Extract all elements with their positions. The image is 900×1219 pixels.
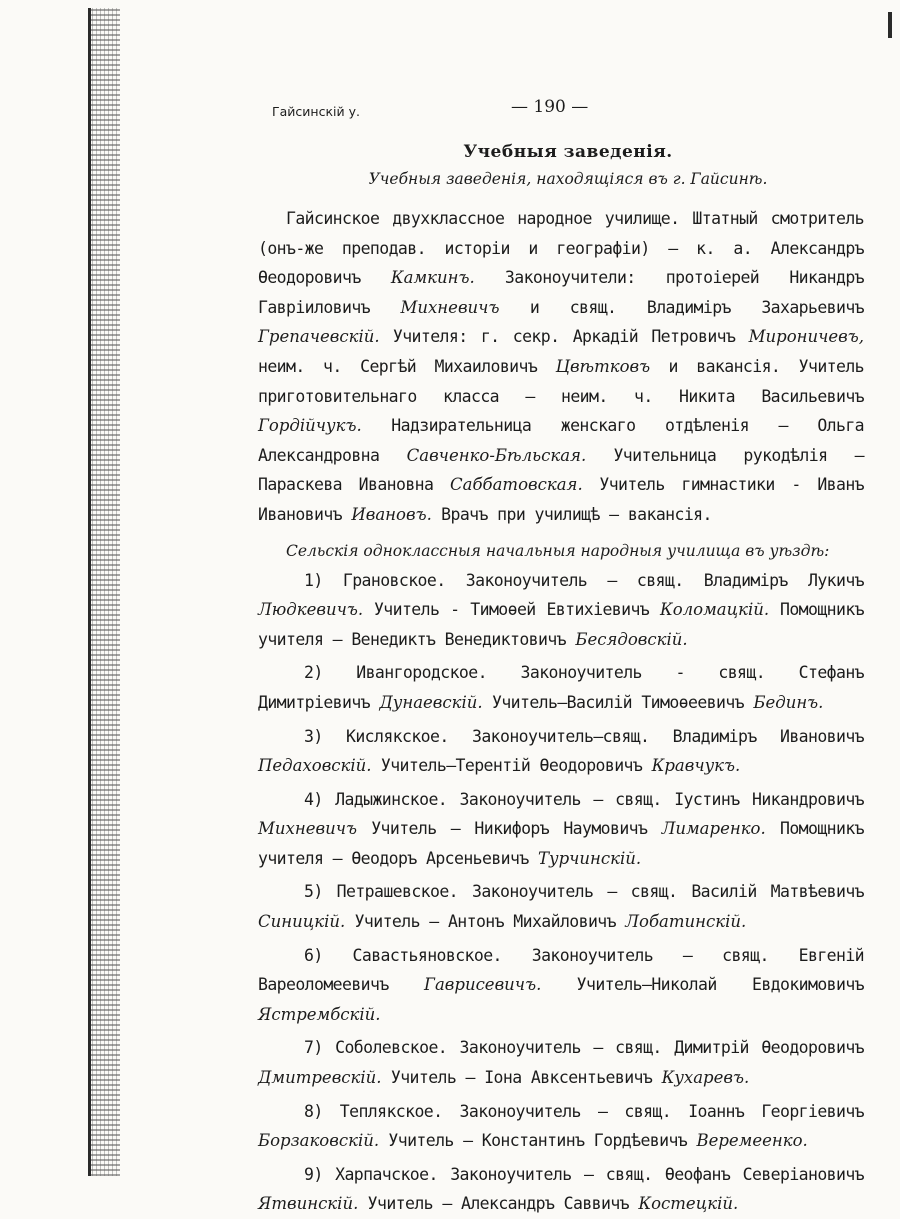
text-run: Помощникъ учителя — Венедиктъ Венедиктовичъ xyxy=(258,600,864,649)
text-run: Учитель—Терентій Ѳеодоровичъ xyxy=(371,756,652,776)
page-header xyxy=(258,96,864,122)
running-head: Гайсинскій у. xyxy=(272,104,360,119)
surname: Борзаковскій. xyxy=(258,1131,380,1151)
text-run: 8) Теплякское. Законоучитель — свящ. Іоаннъ Георгіевичъ xyxy=(304,1101,864,1121)
surname: Михневичъ xyxy=(258,819,357,839)
school-entry xyxy=(258,941,864,1030)
surname: Костецкій. xyxy=(638,1194,739,1214)
text-run: Учитель — Константинъ Гордѣевичъ xyxy=(379,1131,697,1151)
text-run: Надзирательница женскаго отдѣленія — Ольга Александровна xyxy=(258,416,864,465)
rural-schools-heading: Сельскія одноклассныя начальныя народныя училища въ уѣздѣ: xyxy=(286,541,830,560)
text-run: Учитель — Никифоръ Наумовичъ xyxy=(356,819,662,839)
scan-corner-mark xyxy=(888,12,892,38)
text-run: 5) Петрашевское. Законоучитель — свящ. Василій Матвѣевичъ xyxy=(304,882,864,902)
text-run: Учитель—Николай Евдокимовичъ xyxy=(541,975,864,995)
text-run: 4) Ладыжинское. Законоучитель — свящ. Іустинъ Никандровичъ xyxy=(304,789,864,809)
surname: Бесядовскій. xyxy=(575,629,688,649)
intro-paragraph xyxy=(258,204,864,530)
text-run: 9) Харпачское. Законоучитель — свящ. Ѳеофанъ Северіановичъ xyxy=(304,1164,864,1184)
book-spine-shadow xyxy=(88,8,120,1176)
surname: Дунаевскій. xyxy=(379,692,483,712)
book-spine-edge xyxy=(88,8,91,1176)
text-run: 3) Кислякское. Законоучитель—свящ. Владиміръ Ивановичъ xyxy=(304,726,864,746)
text-run: неим. ч. Сергѣй Михаиловичъ xyxy=(258,356,556,376)
school-entry xyxy=(258,566,864,655)
text-run: Учителя: г. секр. Аркадій Петровичъ xyxy=(379,327,749,347)
page-number: — 190 — xyxy=(511,97,589,117)
surname: Людкевичъ. xyxy=(258,600,364,620)
surname: Грепачевскій. xyxy=(258,327,380,347)
text-run: Учитель — Александръ Саввичъ xyxy=(358,1194,639,1214)
surname: Михневичъ xyxy=(400,297,500,317)
text-run: 1) Грановское. Законоучитель — свящ. Владиміръ Лукичъ xyxy=(304,570,864,590)
surname: Кравчукъ. xyxy=(651,756,741,776)
surname: Мироничевъ, xyxy=(748,327,864,347)
surname: Турчинскій. xyxy=(538,848,642,868)
surname: Савченко-Бѣльская. xyxy=(406,445,587,465)
surname: Камкинъ. xyxy=(390,268,475,288)
text-run: Врачъ при училищѣ — вакансія. xyxy=(431,504,712,524)
text-run: 7) Соболевское. Законоучитель — свящ. Димитрій Ѳеодоровичъ xyxy=(304,1038,864,1058)
section-subtitle: Учебныя заведенія, находящіяся въ г. Гайсинѣ. xyxy=(368,170,768,188)
surname: Ястрембскій. xyxy=(258,1004,381,1024)
school-entry xyxy=(258,1033,864,1092)
surname: Саббатовская. xyxy=(449,475,583,495)
surname: Гаврисевичъ. xyxy=(424,975,542,995)
school-entry xyxy=(258,877,864,936)
school-entry xyxy=(258,658,864,717)
document-page xyxy=(258,96,864,1219)
surname: Коломацкій. xyxy=(659,600,770,620)
text-run: Учитель - Тимоѳей Евтихіевичъ xyxy=(363,600,660,620)
text-run: и свящ. Владиміръ Захарьевичъ xyxy=(499,297,865,317)
text-run: Помощникъ учителя — Ѳеодоръ Арсеньевичъ xyxy=(258,819,864,868)
text-run: Учительница рукодѣлія — Параскева Ивановна xyxy=(258,445,864,495)
school-entry xyxy=(258,1097,864,1156)
surname: Ивановъ. xyxy=(351,504,432,524)
text-run: и вакансія. Учитель приготовительнаго класса — неим. ч. Никита Васильевичъ xyxy=(258,356,864,406)
surname: Педаховскій. xyxy=(258,756,372,776)
section-title: Учебныя заведенія. xyxy=(463,142,673,162)
surname: Лобатинскій. xyxy=(625,912,747,932)
surname: Дмитревскій. xyxy=(258,1068,382,1088)
school-entry xyxy=(258,722,864,781)
surname: Ятвинскій. xyxy=(258,1194,359,1214)
surname: Цвѣтковъ xyxy=(555,356,651,376)
text-run: 2) Ивангородское. Законоучитель - свящ. Стефанъ Димитріевичъ xyxy=(258,663,864,712)
text-run: Законоучители: протоіерей Никандръ Гавріиловичъ xyxy=(258,268,864,317)
surname: Бединъ. xyxy=(753,692,824,712)
surname: Синицкій. xyxy=(258,912,346,932)
school-entry xyxy=(258,785,864,874)
text-run: Учитель гимнастики - Иванъ Ивановичъ xyxy=(258,475,865,524)
surname: Лимаренко. xyxy=(661,819,766,839)
text-run: Гайсинское двухклассное народное училище. Штатный смотритель (онъ-же преподав. исторіи и географіи) — к. а. Александръ Ѳеодоровичъ xyxy=(258,209,864,288)
text-run: Учитель — Антонъ Михайловичъ xyxy=(345,912,626,932)
text-run: Учитель — Іона Авксентьевичъ xyxy=(381,1068,662,1088)
surname: Веремеенко. xyxy=(696,1131,808,1151)
text-run: Учитель—Василій Тимоѳеевичъ xyxy=(482,692,754,712)
text-run: 6) Савастьяновское. Законоучитель — свящ. Евгеній Вареоломеевичъ xyxy=(258,945,864,995)
surname: Кухаревъ. xyxy=(661,1068,750,1088)
school-entry xyxy=(258,1160,864,1219)
surname: Гордійчукъ. xyxy=(258,416,362,436)
